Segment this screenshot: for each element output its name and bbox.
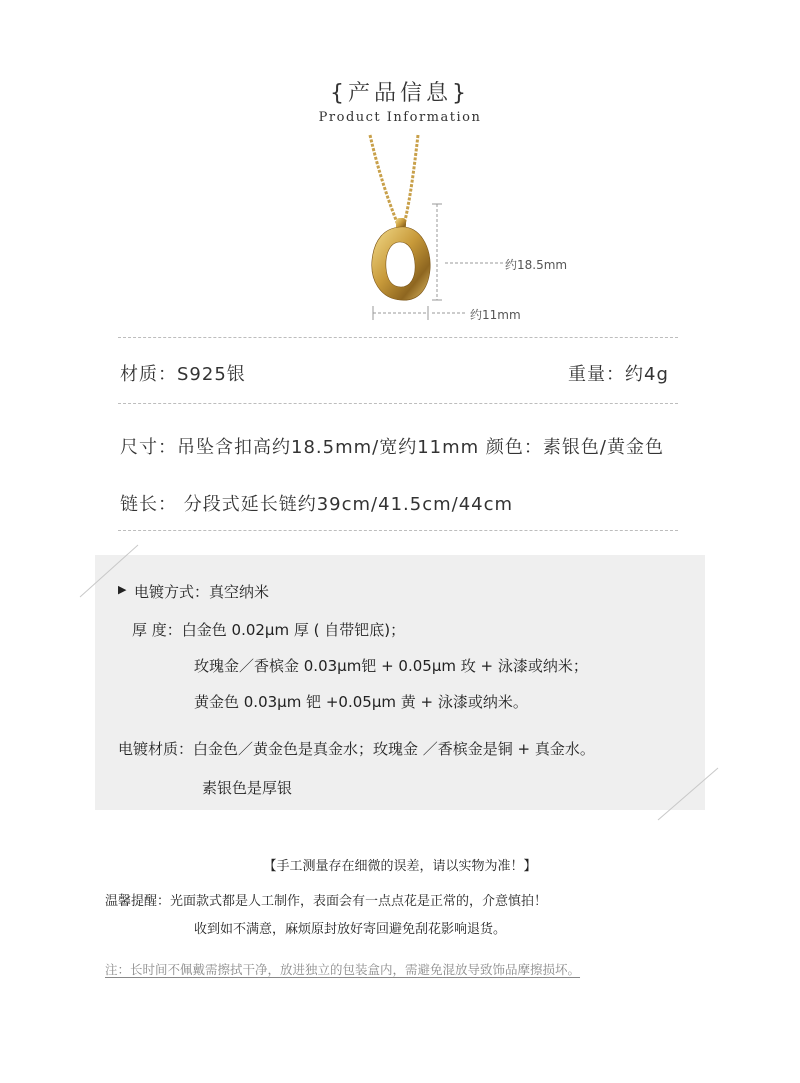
reminder-line1: 温馨提醒：光面款式都是人工制作，表面会有一点点花是正常的，介意慎拍！ [105, 894, 548, 909]
page-subtitle: Product Information [318, 110, 482, 125]
reminder-line2: 收到如不满意，麻烦原封放好寄回避免刮花影响退货。 [194, 922, 507, 937]
measurement-disclaimer: 【手工测量存在细微的误差，请以实物为准！】 [263, 859, 537, 874]
page-title: {产品信息} [330, 81, 470, 106]
chain-length-spec: 链长： 分段式延长链约39cm/41.5cm/44cm [120, 494, 514, 515]
triangle-bullet-icon: ▶ [118, 583, 127, 596]
plating-material-line2: 素银色是厚银 [202, 779, 293, 797]
height-measurement: 约18.5mm [505, 258, 568, 272]
plating-thickness-line1: 厚 度：白金色 0.02μm 厚 ( 自带钯底)； [132, 621, 406, 639]
weight-spec: 重量：约4g [568, 364, 669, 385]
width-measurement: 约11mm [470, 308, 521, 322]
plating-method: 电镀方式：真空纳米 [134, 583, 270, 601]
size-color-spec: 尺寸：吊坠含扣高约18.5mm/宽约11mm 颜色：素银色/黄金色 [120, 437, 664, 458]
plating-material-line1: 电镀材质：白金色／黄金色是真金水；玫瑰金 ／香槟金是铜 + 真金水。 [118, 740, 595, 758]
plating-thickness-line2: 玫瑰金／香槟金 0.03μm钯 + 0.05μm 玫 + 泳漆或纳米； [194, 657, 588, 675]
plating-thickness-line3: 黄金色 0.03μm 钯 +0.05μm 黄 + 泳漆或纳米。 [194, 693, 528, 711]
care-warning: 注：长时间不佩戴需擦拭干净，放进独立的包装盒内，需避免混放导致饰品摩擦损坏。 [105, 962, 581, 977]
material-spec: 材质：S925银 [120, 364, 246, 385]
